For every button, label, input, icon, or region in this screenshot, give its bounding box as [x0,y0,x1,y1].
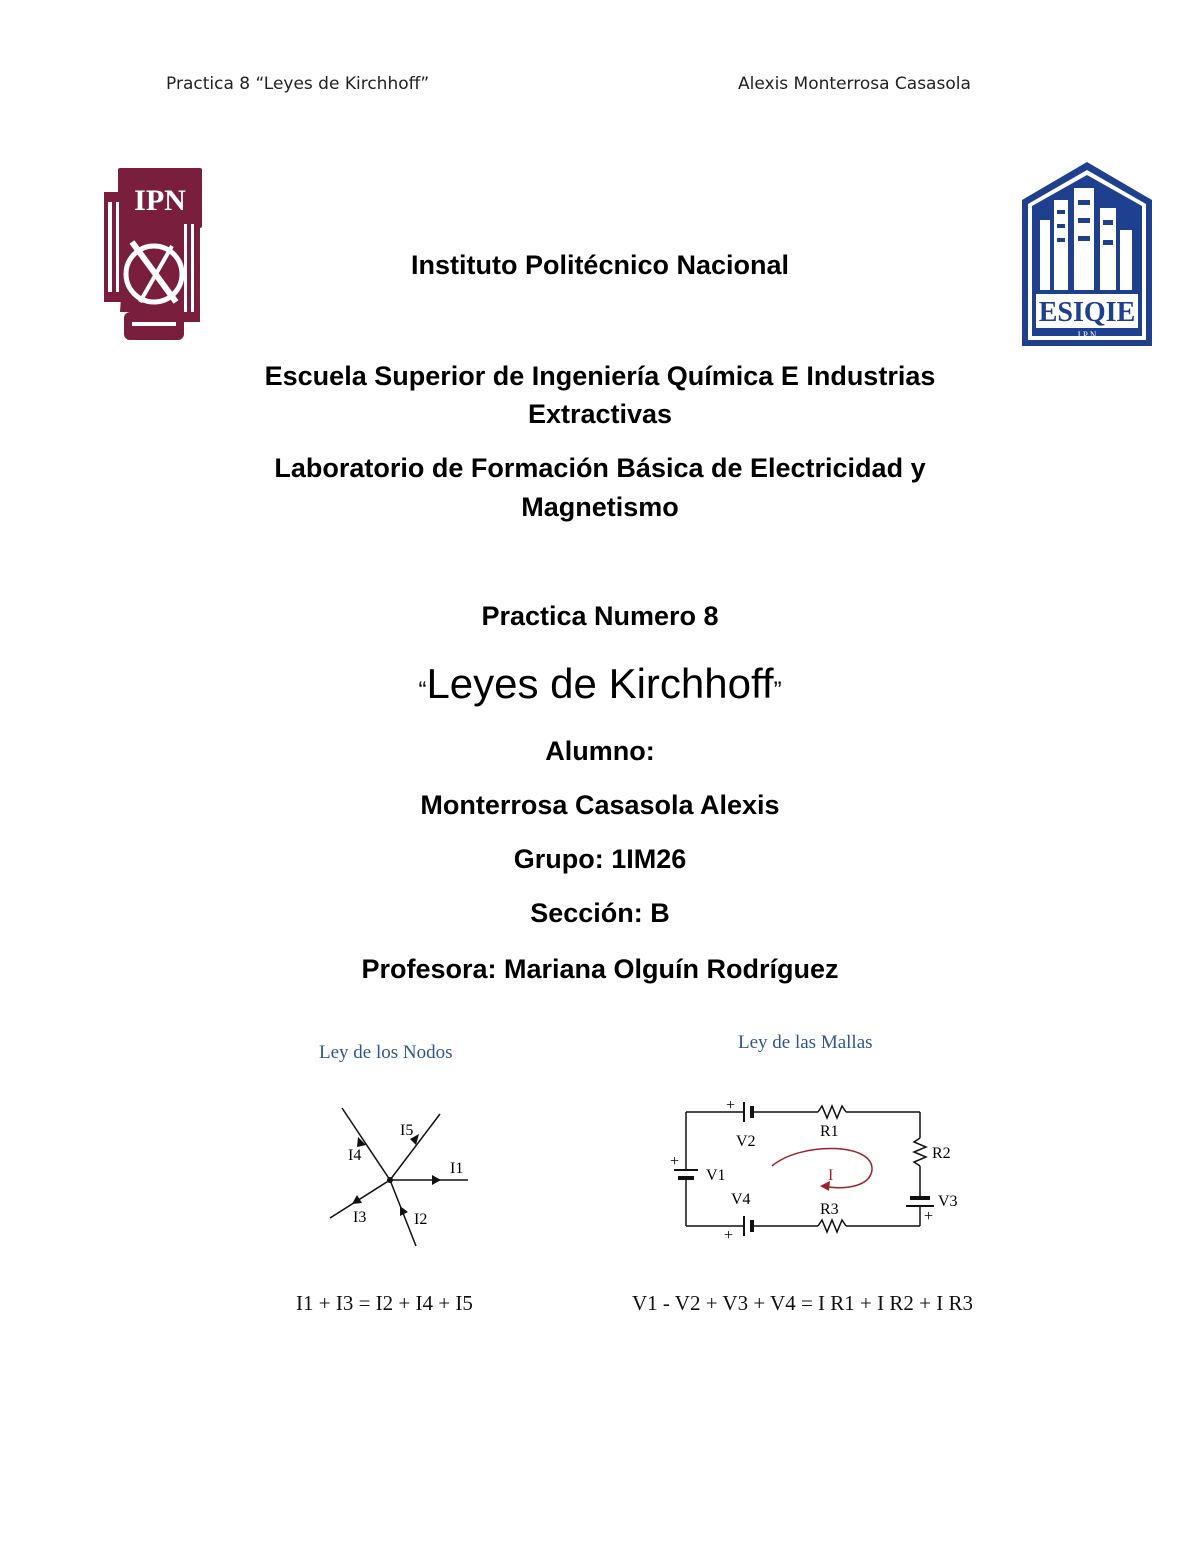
practice-number: Practica Numero 8 [481,601,719,631]
teacher: Profesora: Mariana Olguín Rodríguez [361,954,839,984]
node-label-i1: I1 [450,1160,464,1177]
mesh-label-r2: R2 [932,1145,951,1162]
mesh-label-i: I [828,1167,834,1184]
institute-name: Instituto Politécnico Nacional [410,250,790,280]
mesh-label-v4: V4 [731,1191,751,1208]
school-name-line2: Extractivas [527,399,673,429]
mesh-plus-v4: + [724,1227,734,1244]
group: Grupo: 1IM26 [513,844,687,874]
header-right: Alexis Monterrosa Casasola [738,74,971,94]
nodes-law-diagram [320,1100,490,1255]
student-name: Monterrosa Casasola Alexis [420,790,780,820]
nodes-law-title: Ley de los Nodos [319,1042,453,1063]
esiqie-logo-subtext: I P N [1077,330,1097,340]
lab-name-line1: Laboratorio de Formación Básica de Electricidad y [274,453,926,483]
mesh-label-v3: V3 [938,1193,958,1210]
node-label-i5: I5 [400,1122,414,1139]
title-close-quote: ” [773,677,782,704]
node-label-i3: I3 [353,1209,367,1226]
meshes-law-title: Ley de las Mallas [738,1032,873,1053]
mesh-plus-v2: + [726,1097,736,1114]
ipn-logo-text: IPN [134,184,186,217]
header-left: Practica 8 “Leyes de Kirchhoff” [166,74,430,94]
node-label-i2: I2 [414,1211,428,1228]
nodes-law-equation: I1 + I3 = I2 + I4 + I5 [296,1291,473,1315]
mesh-label-v1: V1 [706,1167,726,1184]
mesh-label-v2: V2 [736,1133,756,1150]
meshes-law-diagram [660,1090,970,1250]
student-label: Alumno: [545,736,655,766]
node-label-i4: I4 [348,1147,362,1164]
title-open-quote: “ [418,677,427,704]
school-name-line1: Escuela Superior de Ingeniería Química E Industrias [264,361,936,391]
mesh-label-r1: R1 [820,1123,839,1140]
practice-title [0,660,1200,708]
meshes-law-equation: V1 - V2 + V3 + V4 = I R1 + I R2 + I R3 [632,1291,973,1315]
mesh-plus-v3: + [924,1208,934,1225]
esiqie-logo-text: ESIQIE [1038,297,1136,328]
lab-name-line2: Magnetismo [521,492,679,522]
mesh-plus-v1: + [670,1153,680,1170]
section: Sección: B [530,898,670,928]
mesh-label-r3: R3 [820,1201,839,1218]
title-text: Leyes de Kirchhoff [426,660,774,707]
